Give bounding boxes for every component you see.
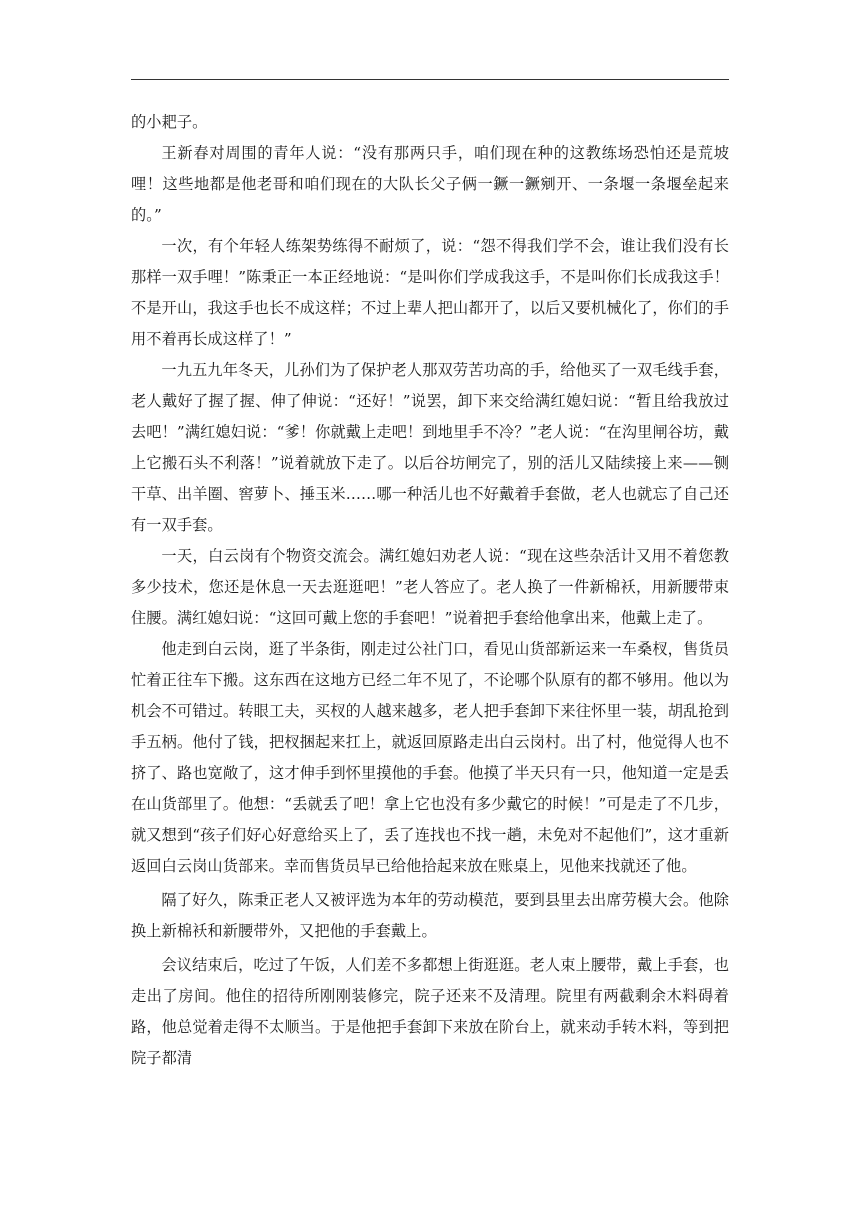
paragraph: 会议结束后，吃过了午饭，人们差不多都想上街逛逛。老人束上腰带，戴上手套，也走出了房间。他住的招待所刚刚装修完，院子还来不及清理。院里有两截剩余木料碍着路，他总觉着走得不太顺当。于是他把手套卸下来放在阶台上，就来动手转木料，等到把院子都清 <box>131 956 729 1067</box>
paragraph: 一天，白云岗有个物资交流会。满红媳妇劝老人说：“现在这些杂活计又用不着您教多少技术，您还是休息一天去逛逛吧！”老人答应了。老人换了一件新棉袄，用新腰带束住腰。满红媳妇说：“这回可戴上您的手套吧！”说着把手套给他拿出来，他戴上走了。 <box>131 547 729 627</box>
document-body <box>131 107 729 1074</box>
paragraph: 一次，有个年轻人练架势练得不耐烦了，说：“怨不得我们学不会，谁让我们没有长那样一双手哩！”陈秉正一本正经地说：“是叫你们学成我这手，不是叫你们长成我这手！不是开山，我这手也长不成这样；不过上辈人把山都开了，以后又要机械化了，你们的手用不着再长成这样了！” <box>131 237 729 348</box>
paragraph: 隔了好久，陈秉正老人又被评选为本年的劳动模范，要到县里去出席劳模大会。他除换上新棉袄和新腰带外，又把他的手套戴上。 <box>131 891 729 940</box>
paragraph: 一九五九年冬天，儿孙们为了保护老人那双劳苦功高的手，给他买了一双毛线手套，老人戴好了握了握、伸了伸说：“还好！”说罢，卸下来交给满红媳妇说：“暂且给我放过去吧！”满红媳妇说：“爹！你就戴上走吧！到地里手不冷？”老人说：“在沟里闸谷坊，戴上它搬石头不利落！”说着就放下走了。以后谷坊闸完了，别的活儿又陆续接上来——铡干草、出羊圈、窖萝卜、捶玉米……哪一种活儿也不好戴着手套做，老人也就忘了自己还有一双手套。 <box>131 361 729 534</box>
paragraph: 他走到白云岗，逛了半条街，刚走过公社门口，看见山货部新运来一车桑杈，售货员忙着正往车下搬。这东西在这地方已经二年不见了，不论哪个队原有的都不够用。他以为机会不可错过。转眼工夫，买杈的人越来越多，老人把手套卸下来往怀里一装，胡乱抢到手五柄。他付了钱，把杈捆起来扛上，就返回原路走出白云岗村。出了村，他觉得人也不挤了、路也宽敞了，这才伸手到怀里摸他的手套。他摸了半天只有一只，他知道一定是丢在山货部里了。他想：“丢就丢了吧！拿上它也没有多少戴它的时候！”可是走了不几步，就又想到“孩子们好心好意给买上了，丢了连找也不找一趟，未免对不起他们”，这才重新返回白云岗山货部来。幸而售货员早已给他拾起来放在账桌上，见他来找就还了他。 <box>131 640 729 875</box>
paragraph: 王新春对周围的青年人说：“没有那两只手，咱们现在种的这教练场恐怕还是荒坡哩！这些地都是他老哥和咱们现在的大队长父子俩一鐝一鐝剜开、一条堰一条堰垒起来的。” <box>131 144 729 224</box>
header-rule <box>131 79 729 80</box>
paragraph: 的小耙子。 <box>131 113 208 131</box>
